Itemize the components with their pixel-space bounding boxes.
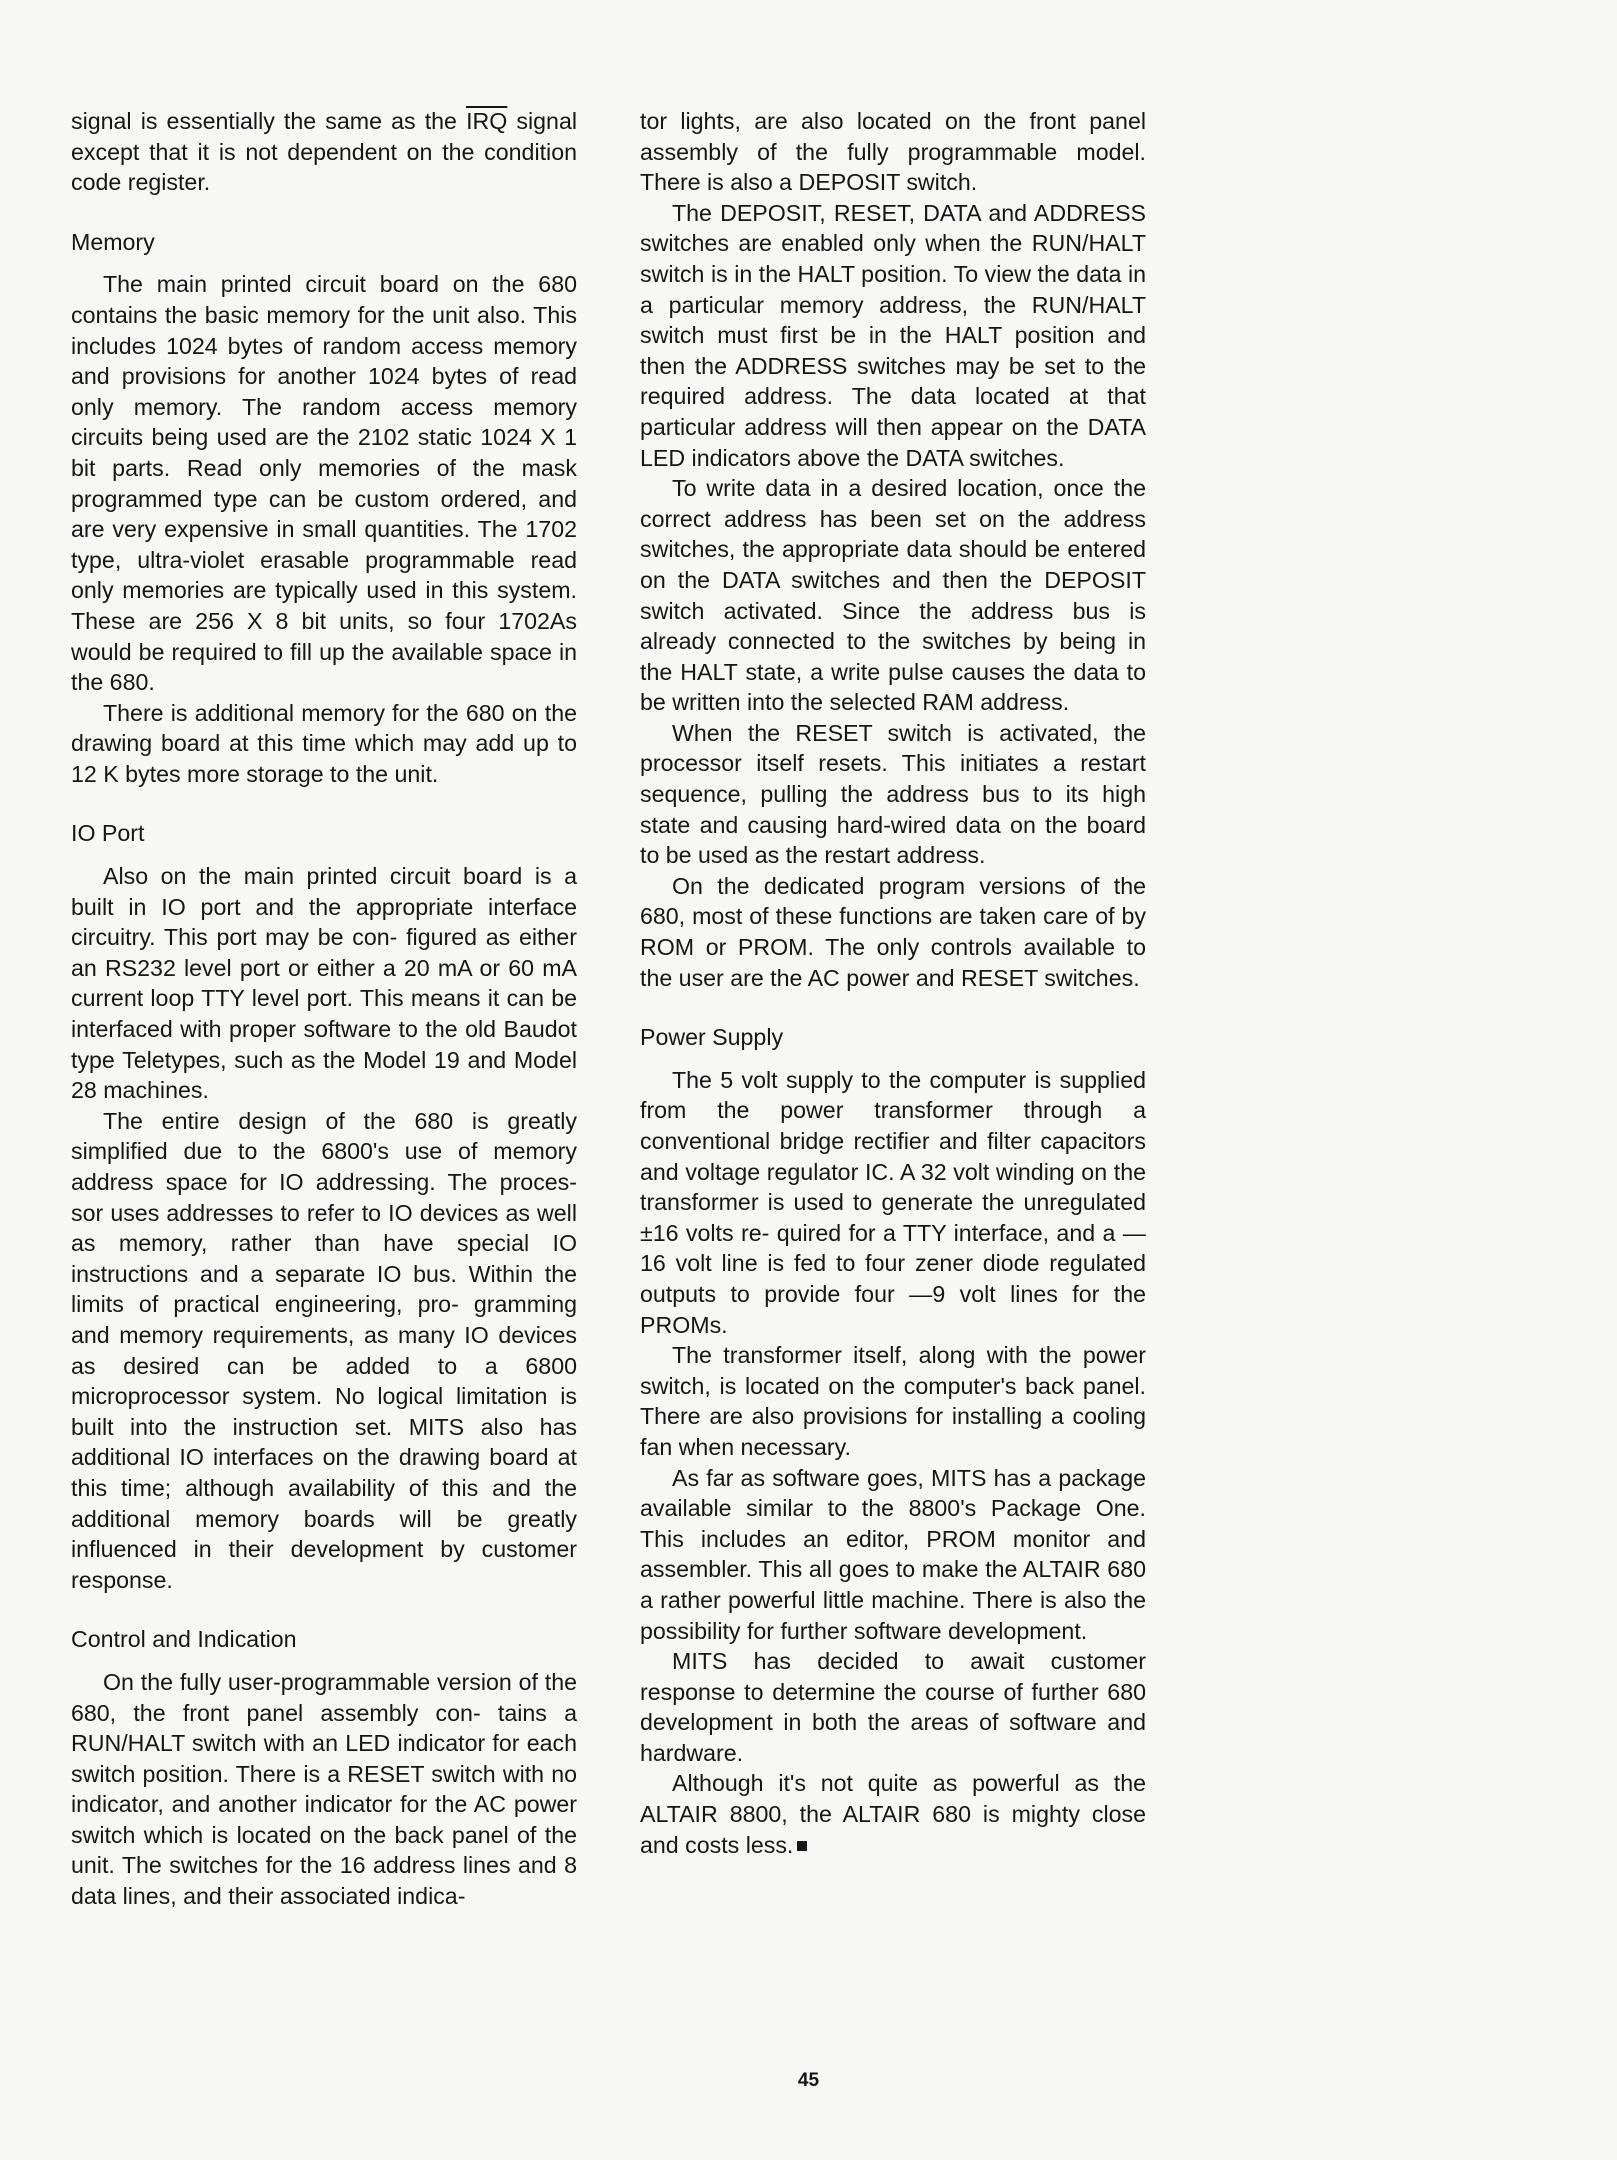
irq-signal-label: $\overline{IRQ}$ [466,108,508,134]
left-column [71,106,577,1912]
write-data-paragraph: To write data in a desired location, once the correct address has been set on the address switches, the appropriate data should be entered on the DATA switches and then the DEPOSIT switch activated. Since the address bus is already connected to the switches by being in the HALT state, a write pulse causes the data to be written into the selected RAM address. [640,475,1146,716]
io-port-heading: IO Port [71,820,145,847]
control-indication-heading: Control and Indication [71,1626,297,1653]
memory-paragraph-2: There is additional memory for the 680 on the drawing board at this time which may add up to 12 K bytes more storage to the unit. [71,699,577,787]
power-supply-paragraph-2: The transformer itself, along with the power switch, is located on the computer's back panel. There are also provisions for installing a cooling fan when necessary. [640,1342,1146,1460]
intro-text-before: signal is essentially the same as the [71,108,467,134]
io-port-paragraph-1: Also on the main printed circuit board is a built in IO port and the appropriate interface circuitry. This port may be con- figured as either an RS232 level port or either a 20 mA or 60 mA current loop TTY level port. This means it can be interfaced with proper software to the old Baudot type Teletypes, such as the Model 19 and Model 28 machines. [71,863,577,1104]
page-number: 45 [797,2070,820,2091]
io-port-paragraph-2: The entire design of the 680 is greatly simplified due to the 6800's use of memory address space for IO addressing. The proces- sor uses addresses to refer to IO devices as well as memory, rather than have special IO instructions and a separate IO bus. Within the limits of practical engineering, pro- gramming and memory requirements, as many IO devices as desired can be added to a 6800 microprocessor system. No logical limitation is built into the instruction set. MITS also has additional IO interfaces on the drawing board at this time; although availability of this and the additional memory boards will be greatly influenced in their development by customer response. [71,1107,577,1593]
memory-paragraph-1: The main printed circuit board on the 680 contains the basic memory for the unit also. This includes 1024 bytes of random access memory and provisions for another 1024 bytes of read only memory. The random access memory circuits being used are the 2102 static 1024 X 1 bit parts. Read only memories of the mask programmed type can be custom ordered, and are very expensive in small quantities. The 1702 type, ultra-violet erasable programmable read only memories are typically used in this system. These are 256 X 8 bit units, so four 1702As would be required to fill up the available space in the 680. [71,271,577,696]
reset-paragraph: When the RESET switch is activated, the processor itself resets. This initiates a restart sequence, pulling the address bus to its high state and causing hard-wired data on the board to be used as the restart address. [640,719,1146,869]
power-supply-paragraph-4: MITS has decided to await customer response to determine the course of further 680 development in both the areas of software and hardware. [640,1648,1146,1766]
end-of-article-mark [797,1841,807,1851]
power-supply-heading: Power Supply [640,1024,784,1051]
power-supply-paragraph-1: The 5 volt supply to the computer is supplied from the power transformer through a conventional bridge rectifier and filter capacitors and voltage regulator IC. A 32 volt winding on the transformer is used to generate the unregulated ±16 volts re- quired for a TTY interface, and a —16 volt line is fed to four zener diode regulated outputs to provide four —9 volt lines for the PROMs. [640,1066,1146,1338]
dedicated-versions-paragraph: On the dedicated program versions of the 680, most of these functions are taken care of by ROM or PROM. The only controls available to the user are the AC power and RESET switches. [640,872,1146,991]
power-supply-paragraph-3: As far as software goes, MITS has a package available similar to the 8800's Package One. This includes an editor, PROM monitor and assembler. This all goes to make the ALTAIR 680 a rather powerful little machine. There is also the possibility for further software development. [640,1464,1146,1644]
memory-heading: Memory [71,228,155,255]
power-supply-paragraph-5 [640,1768,1146,1860]
continued-paragraph: tor lights, are also located on the front panel assembly of the fully programmable model. There is also a DEPOSIT switch. [640,108,1146,196]
intro-text-after: signal except that it is not dependent on the condition code register. [71,108,577,196]
right-column [640,106,1146,1860]
intro-paragraph [71,106,577,198]
control-paragraph-1: On the fully user-programmable version of the 680, the front panel assembly con- tains a RUN/HALT switch with an LED indicator for each switch position. There is a RESET switch with no indicator, and another indicator for the AC power switch which is located on the back panel of the unit. The switches for the 16 address lines and 8 data lines, and their associated indica- [71,1668,577,1910]
switches-paragraph: The DEPOSIT, RESET, DATA and ADDRESS switches are enabled only when the RUN/HALT switch is in the HALT position. To view the data in a particular memory address, the RUN/HALT switch must first be in the HALT position and then the ADDRESS switches may be set to the required address. The data located at that particular address will then appear on the DATA LED indicators above the DATA switches. [640,199,1146,471]
closing-text: Although it's not quite as powerful as the ALTAIR 8800, the ALTAIR 680 is mighty close and costs less. [640,1770,1146,1858]
